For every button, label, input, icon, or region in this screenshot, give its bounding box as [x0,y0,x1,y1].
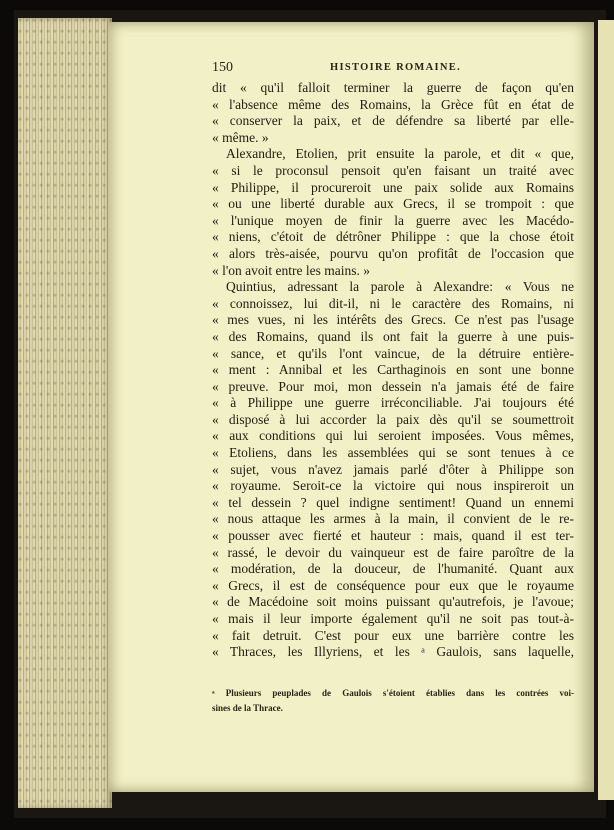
text-line: « preuve. Pour moi, mon dessein n'a jamais été de faire [212,378,574,394]
text-line: « ment : Annibal et les Carthaginois en sont une bonne [212,362,574,378]
text-line: « même. » [212,129,269,145]
text-line: « fait detruit. C'est pour eux une barrière contre les [212,627,574,643]
running-title: HISTOIRE ROMAINE. [330,62,462,73]
text-line: « de Macédoine soit moins puissant qu'autrefois, je l'avoue; [212,594,574,610]
page-number: 150 [212,60,233,75]
text-line: « l'absence même des Romains, la Grèce fût en état de [212,96,574,112]
text-line: « si le proconsul pensoit qu'en faisant un traité avec [212,162,574,178]
text-line: « royaume. Seroit-ce la victoire qui nous inspireroit un [212,478,574,494]
text-line: « rassé, le devoir du vainqueur est de faire paroître de la [212,544,574,560]
text-line: « disposé à lui accorder la paix dès qu'il se soumettroit [212,411,574,427]
text-line: Quintius, adressant la parole à Alexandre: « Vous ne [226,279,574,295]
footnote [212,686,574,716]
text-line: « connoissez, lui dit-il, ni le caractère des Romains, ni [212,295,574,311]
text-line: « modération, de la douceur, de l'humanité. Quant aux [212,561,574,577]
page-header [212,60,572,78]
text-line: « aux conditions qui lui seroient imposées. Vous mêmes, [212,428,574,444]
text-line: Alexandre, Etolien, prit ensuite la parole, et dit « que, [226,146,574,162]
footnote-line: sines de la Thrace. [212,703,283,713]
text-line: « sujet, vous n'avez jamais parlé d'ôter à Philippe son [212,461,574,477]
text-line: « tel dessein ? quel indigne sentiment! Quand un ennemi [212,494,574,510]
text-line: « Thraces, les Illyriens, et les ᵃ Gaulois, sans laquelle, [212,644,574,660]
text-line: « niens, c'étoit de détrôner Philippe : que la chose étoit [212,229,574,245]
text-line: « nous attaque les armes à la main, il convient de le re- [212,511,574,527]
text-line: « conserver la paix, et de défendre sa liberté par elle- [212,113,574,129]
text-line: « ou une liberté durable aux Grecs, il se trompoit : que [212,196,574,212]
text-line: « Etoliens, dans les assemblées qui se sont tenues à ce [212,445,574,461]
book-page [108,22,594,792]
text-line: « des Romains, quand ils ont fait la guerre à une puis- [212,328,574,344]
text-line: « Philippe, il procureroit une paix solide aux Romains [212,179,574,195]
text-line: « pousser avec fierté et hauteur : mais, quand il est ter- [212,528,574,544]
text-line: dit « qu'il falloit terminer la guerre de façon qu'en [212,80,574,95]
page-body-text [212,80,574,661]
text-line: « mes vues, ni les intérêts des Grecs. Ce n'est pas l'usage [212,312,574,328]
text-line: « alors très-aisée, pourvu qu'on profitât de l'occasion que [212,245,574,261]
text-line: « l'unique moyen de finir la guerre avec les Macédo- [212,212,574,228]
facing-page-edge [598,20,614,800]
footnote-line: ᵃ Plusieurs peuplades de Gaulois s'étoient établies dans les contrées voi- [212,688,574,698]
page-edges [18,18,112,808]
text-line: « à Philippe une guerre irréconciliable. J'ai toujours été [212,395,574,411]
text-line: « l'on avoit entre les mains. » [212,262,371,278]
text-line: « Grecs, il est de conséquence pour eux que le royaume [212,577,574,593]
text-line: « sance, et qu'ils l'ont vaincue, de la détruire entière- [212,345,574,361]
text-line: « mais il leur importe également qu'il ne soit pas tout-à- [212,611,574,626]
